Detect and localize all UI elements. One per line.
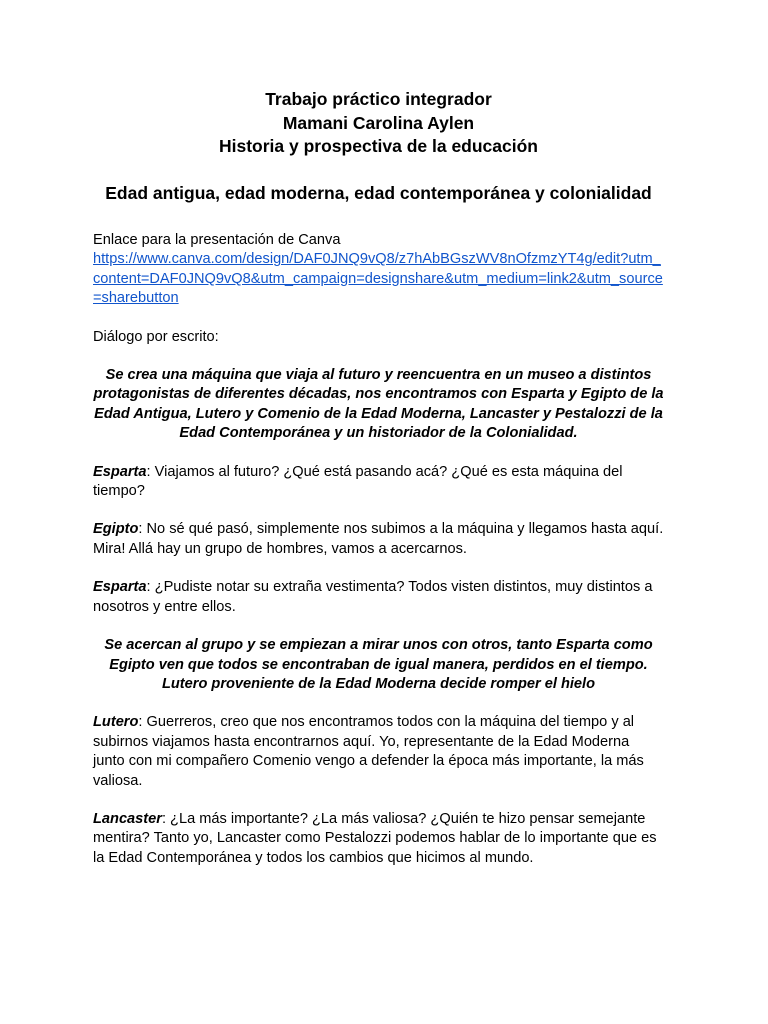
canva-link[interactable]: https://www.canva.com/design/DAF0JNQ9vQ8/z7hAbBGszWV8nOfzmzYT4g/edit?utm_content=DAF0JNQ9vQ8&utm_campaign=designshare&utm_medium=link2&utm_source=sharebutton bbox=[93, 251, 663, 307]
speaker-name: Esparta bbox=[93, 579, 147, 596]
narration-paragraph-2: Se acercan al grupo y se empiezan a mirar unos con otros, tanto Esparta como Egipto ven que todos se encontraban de igual manera, perdidos en el tiempo. Lutero proveniente de la Edad Moderna decide romper el hielo bbox=[104, 637, 653, 692]
canva-link-label: Enlace para la presentación de Canva bbox=[93, 232, 341, 248]
dialogue-text: : Viajamos al futuro? ¿Qué está pasando acá? ¿Qué es esta máquina del tiempo? bbox=[93, 463, 623, 500]
dialogue-text: : Guerreros, creo que nos encontramos todos con la máquina del tiempo y al subirnos viajamos hasta encontrarnos aquí. Yo, representante de la Edad Moderna junto con mi compañero Comenio vengo a defender la época más importante, la más valiosa. bbox=[93, 714, 644, 789]
dialogue-line bbox=[93, 578, 664, 617]
dialogue-text: : ¿Pudiste notar su extraña vestimenta? Todos visten distintos, muy distintos a nosotros y entre ellos. bbox=[93, 579, 653, 615]
document-header bbox=[93, 88, 664, 159]
dialogue-line bbox=[93, 463, 664, 502]
dialogue-text: : No sé qué pasó, simplemente nos subimos a la máquina y llegamos hasta aquí. Mira! Allá hay un grupo de hombres, vamos a acercarnos. bbox=[93, 521, 664, 557]
header-title: Trabajo práctico integrador bbox=[265, 89, 492, 109]
speaker-name: Egipto bbox=[93, 521, 139, 538]
dialog-intro: Diálogo por escrito: bbox=[93, 328, 219, 345]
header-course: Historia y prospectiva de la educación bbox=[219, 136, 538, 156]
speaker-name: Lancaster bbox=[93, 810, 162, 827]
dialogue-line bbox=[93, 810, 664, 868]
header-author: Mamani Carolina Aylen bbox=[282, 112, 475, 133]
document-subject: Edad antigua, edad moderna, edad contemporánea y colonialidad bbox=[105, 182, 652, 203]
dialogue-line bbox=[93, 520, 664, 559]
dialogue-text: : ¿La más importante? ¿La más valiosa? ¿Quién te hizo pensar semejante mentira? Tanto yo, Lancaster como Pestalozzi podemos hablar de lo importante que es la Edad Contemporánea y todos los cambios que hicimos al mundo. bbox=[93, 810, 657, 866]
speaker-name: Lutero bbox=[93, 714, 139, 731]
narration-paragraph-1: Se crea una máquina que viaja al futuro y reencuentra en un museo a distintos protagonistas de diferentes décadas, nos encontramos con Esparta y Egipto de la Edad Antigua, Lutero y Comenio de la Edad Moderna, Lancaster y Pestalozzi de la Edad Contemporánea y un historiador de la Colonialidad. bbox=[93, 367, 664, 442]
dialogue-line bbox=[93, 713, 664, 791]
canva-link-block bbox=[93, 231, 664, 309]
speaker-name: Esparta bbox=[93, 463, 147, 480]
